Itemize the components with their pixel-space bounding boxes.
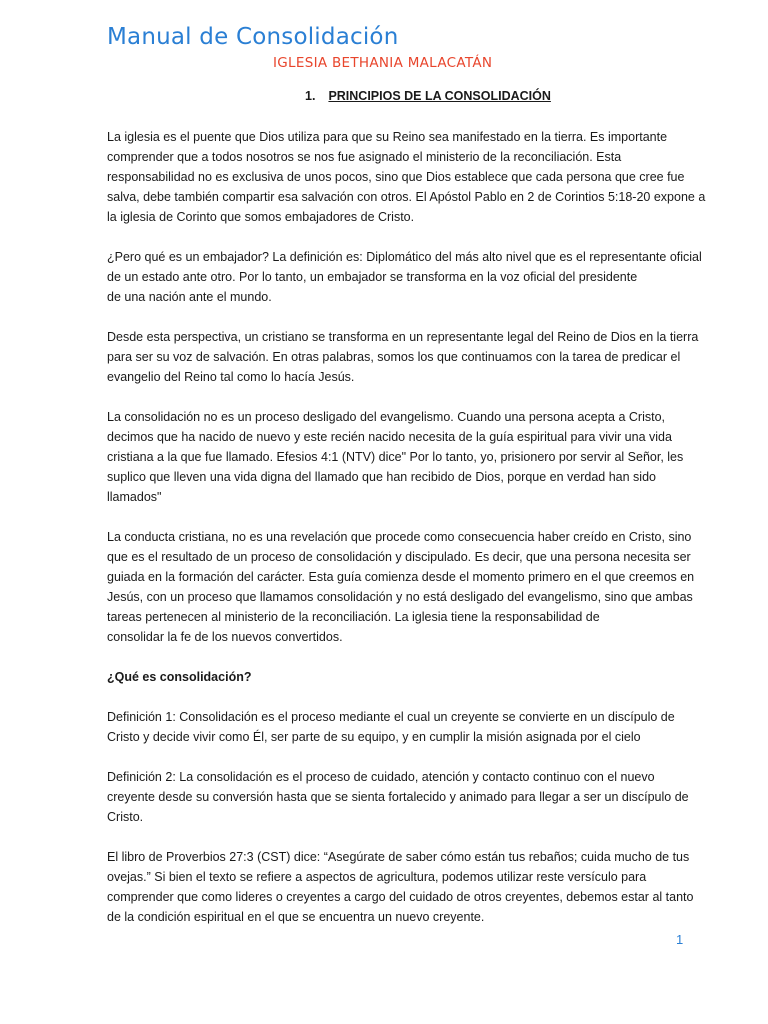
text-line: de la condición espiritual en el que se encuentra un nuevo creyente. — [107, 910, 485, 924]
text-line: La iglesia es el puente que Dios utiliza para que su Reino sea manifestado en la tierra. Es importante — [107, 130, 668, 144]
text-line: la iglesia de Corinto que somos embajadores de Cristo. — [107, 210, 415, 224]
text-line: responsabilidad no es exclusiva de unos pocos, sino que Dios establece que cada persona que cree fue — [107, 170, 685, 184]
section-number: 1. — [305, 89, 316, 103]
paragraph-perspective — [107, 327, 712, 387]
text-line: llamados" — [107, 490, 162, 504]
text-line: Definición 1: Consolidación es el proceso mediante el cual un creyente se convierte en un discípulo de — [107, 710, 675, 724]
text-line: creyente desde su conversión hasta que se sienta fortalecido y animado para llegar a ser un discípulo de — [107, 790, 689, 804]
text-line: El libro de Proverbios 27:3 (CST) dice: “Asegúrate de saber cómo están tus rebaños; cuida mucho de tus — [107, 850, 690, 864]
church-name: IGLESIA BETHANIA MALACATÁN — [273, 55, 493, 71]
text-line: Jesús, con un proceso que llamamos consolidación y no está desligado del evangelismo, sino que ambas — [107, 590, 693, 604]
text-line: La conducta cristiana, no es una revelación que procede como consecuencia haber creído en Cristo, sino — [107, 530, 692, 544]
paragraph-ambassadors — [107, 127, 712, 227]
subheading-text: ¿Qué es consolidación? — [107, 670, 252, 684]
text-line: evangelio del Reino tal como lo hacía Jesús. — [107, 370, 355, 384]
text-line: comprender que a todos nosotros se nos fue asignado el ministerio de la reconciliación. Esta — [107, 150, 622, 164]
text-line: guiada en la formación del carácter. Esta guía comienza desde el momento primero en el que creemos en — [107, 570, 695, 584]
subheading-what-is-consolidation — [107, 667, 712, 687]
text-line: suplico que lleven una vida digna del llamado que han recibido de Dios, porque en verdad han sido — [107, 470, 656, 484]
text-line: de un estado ante otro. Por lo tanto, un embajador se transforma en la voz oficial del presidente — [107, 270, 638, 284]
section-title: PRINCIPIOS DE LA CONSOLIDACIÓN — [328, 89, 551, 103]
text-line: Cristo y decide vivir como Él, ser parte de su equipo, y en cumplir la misión asignada por el cielo — [107, 730, 641, 744]
document-title: Manual de Consolidación — [107, 24, 399, 50]
text-line: La consolidación no es un proceso desligado del evangelismo. Cuando una persona acepta a Cristo, — [107, 410, 666, 424]
document-body — [107, 127, 712, 947]
paragraph-embajador-definition — [107, 247, 712, 307]
text-line: Cristo. — [107, 810, 144, 824]
text-line: tareas pertenecen al ministerio de la reconciliación. La iglesia tiene la responsabilidad de — [107, 610, 600, 624]
text-line: de una nación ante el mundo. — [107, 290, 272, 304]
text-line: comprender que como lideres o creyentes a cargo del cuidado de otros creyentes, debemos estar al tanto — [107, 890, 694, 904]
text-line: consolidar la fe de los nuevos convertidos. — [107, 630, 343, 644]
text-line: salva, debe también compartir esa salvación con otros. El Apóstol Pablo en 2 de Corintios 5:18-20 expone a — [107, 190, 706, 204]
section-heading — [305, 89, 551, 103]
text-line: que es el resultado de un proceso de consolidación y discipulado. Es decir, que una persona necesita ser — [107, 550, 691, 564]
text-line: cristiana a la que fue llamado. Efesios 4:1 (NTV) dice" Por lo tanto, yo, prisionero por servir al Señor, les — [107, 450, 684, 464]
paragraph-definition-1 — [107, 707, 712, 747]
text-line: Desde esta perspectiva, un cristiano se transforma en un representante legal del Reino de Dios en la tierra — [107, 330, 699, 344]
text-line: para ser su voz de salvación. En otras palabras, somos los que continuamos con la tarea de predicar el — [107, 350, 681, 364]
text-line: ovejas.” Si bien el texto se refiere a aspectos de agricultura, podemos utilizar reste versículo para — [107, 870, 647, 884]
text-line: decimos que ha nacido de nuevo y este recién nacido necesita de la guía espiritual para vivir una vida — [107, 430, 672, 444]
paragraph-proverbs — [107, 847, 712, 927]
paragraph-christian-conduct — [107, 527, 712, 647]
text-line: Definición 2: La consolidación es el proceso de cuidado, atención y contacto continuo con el nuevo — [107, 770, 655, 784]
paragraph-definition-2 — [107, 767, 712, 827]
paragraph-consolidation-evangelism — [107, 407, 712, 507]
text-line: ¿Pero qué es un embajador? La definición es: Diplomático del más alto nivel que es el representante oficial — [107, 250, 702, 264]
page-number: 1 — [676, 932, 684, 947]
